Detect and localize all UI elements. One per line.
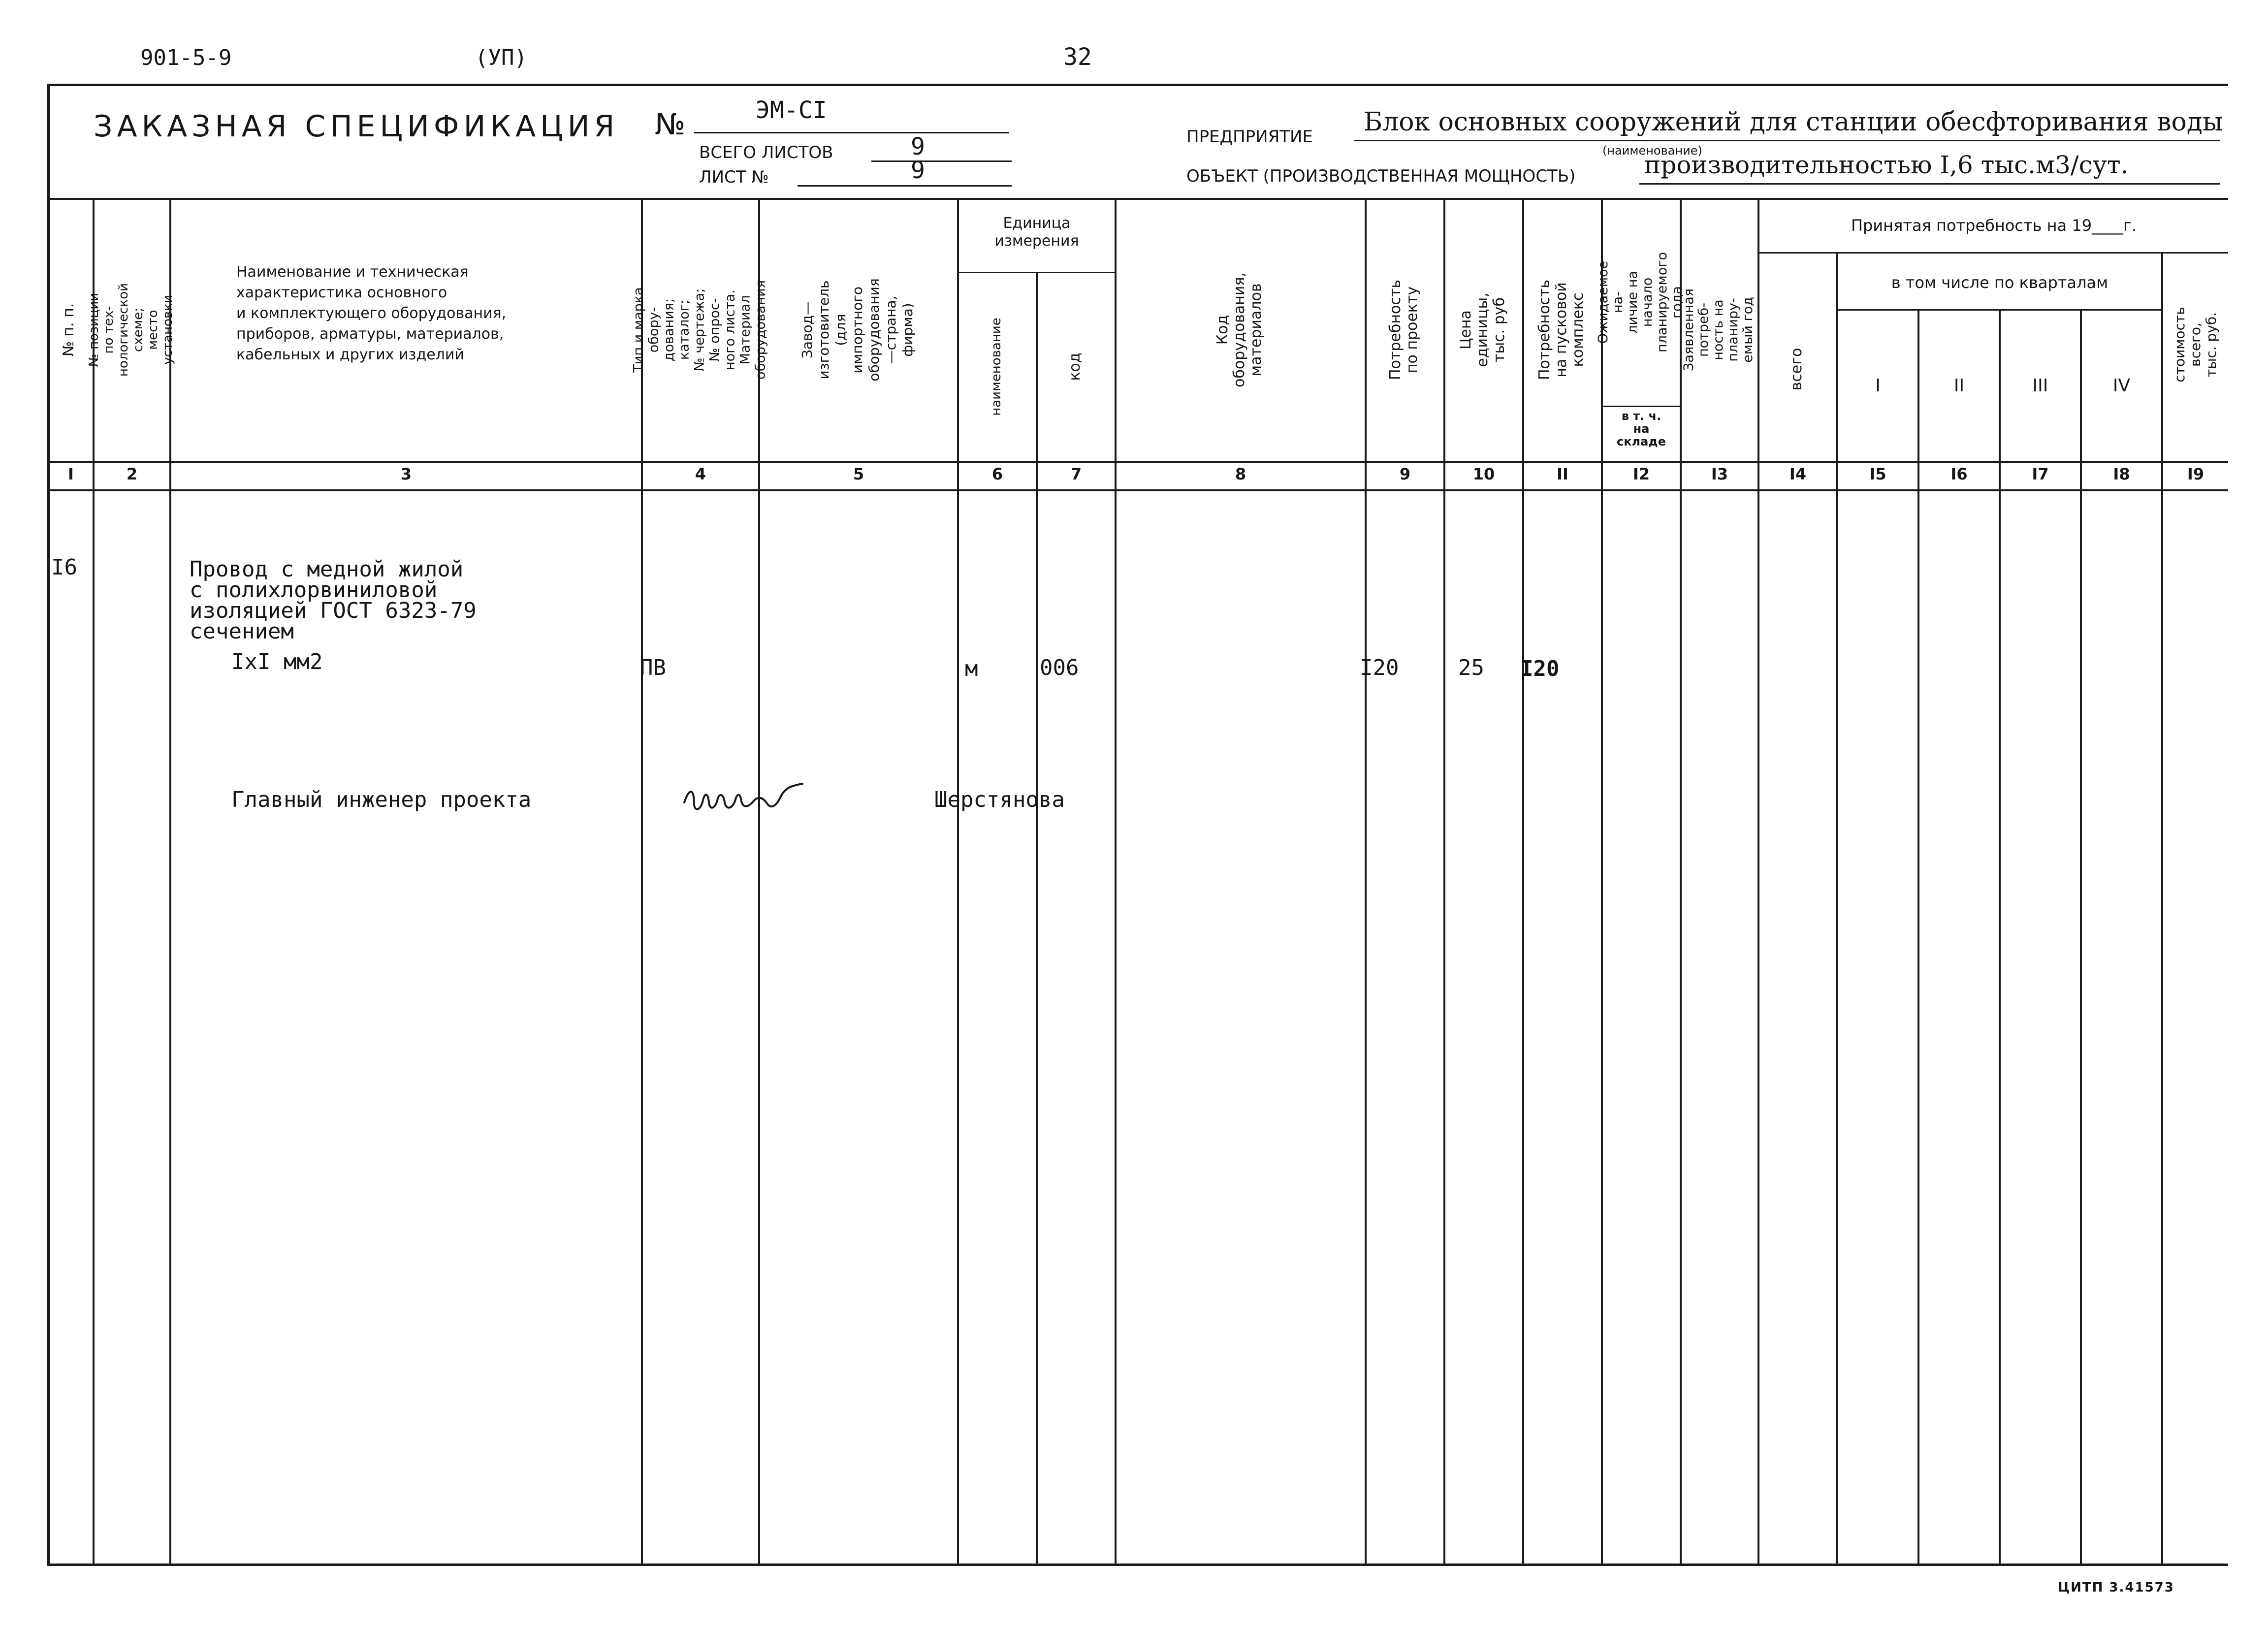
total-sheets-label: ВСЕГО ЛИСТОВ — [699, 143, 833, 162]
col-number-5: 5 — [853, 465, 864, 483]
table-header-top-line — [47, 198, 2228, 200]
col-line-18 — [2161, 252, 2163, 1564]
col-line-13 — [1757, 198, 1759, 1564]
album-label: (УП) — [475, 45, 527, 70]
col-line-16 — [1999, 309, 2001, 1564]
row-unit-price: 25 — [1458, 655, 1484, 680]
col-line-3 — [641, 198, 643, 1564]
col-line-12 — [1680, 198, 1682, 1564]
enterprise-label: ПРЕДПРИЯТИЕ — [1186, 127, 1313, 147]
col-numbers-top-line — [47, 461, 2228, 463]
page-number: 32 — [1063, 43, 1092, 71]
col-number-19: I9 — [2187, 465, 2204, 483]
col-line-2 — [169, 198, 171, 1564]
object-label: ОБЪЕКТ (ПРОИЗВОДСТВЕННАЯ МОЩНОСТЬ) — [1186, 166, 1576, 186]
row-project-need: I20 — [1360, 655, 1399, 680]
row-type: ПВ — [640, 655, 666, 680]
col-number-17: I7 — [2032, 465, 2049, 483]
row-number: I6 — [51, 555, 77, 580]
spec-number: ЭМ-СI — [756, 96, 827, 124]
header-launch-need: Потребность на пусковой комплекс — [1536, 279, 1587, 381]
header-unit-name: наименование — [989, 318, 1004, 416]
header-row-number: № п. п. — [60, 303, 77, 357]
col-number-12: I2 — [1632, 465, 1650, 483]
col-number-1: I — [68, 465, 74, 483]
col-number-18: I8 — [2113, 465, 2130, 483]
col-number-8: 8 — [1235, 465, 1246, 483]
signature-name: Шерстянова — [934, 787, 1065, 812]
row-section: IxI мм2 — [231, 649, 323, 674]
signature-role: Главный инженер проекта — [231, 787, 532, 812]
col-number-2: 2 — [126, 465, 138, 483]
row-unit-code: 006 — [1040, 655, 1079, 680]
total-sheets-value: 9 — [911, 133, 925, 160]
col-line-15 — [1917, 309, 1919, 1564]
row-unit: м — [965, 656, 978, 681]
col-number-6: 6 — [991, 465, 1003, 483]
col-number-14: I4 — [1789, 465, 1807, 483]
col-number-10: 10 — [1472, 465, 1495, 483]
col-line-10 — [1522, 198, 1524, 1564]
header-unit-price: Цена единицы, тыс. руб — [1457, 292, 1508, 367]
col-line-11 — [1601, 198, 1603, 1564]
header-project-need: Потребность по проекту — [1387, 279, 1421, 381]
col-line-8 — [1365, 198, 1367, 1564]
col-number-16: I6 — [1950, 465, 1968, 483]
header-quarters-group: в том числе по кварталам — [1891, 273, 2108, 292]
col-number-15: I5 — [1869, 465, 1886, 483]
frame-top-line — [47, 84, 2228, 86]
header-declared-need: Заявленная потреб- ность на планиру- емый год — [1681, 288, 1756, 371]
sheet-label: ЛИСТ № — [699, 167, 769, 187]
col-number-7: 7 — [1070, 465, 1082, 483]
header-total-cost: стоимость всего, тыс. руб. — [2172, 307, 2219, 383]
header-q4: IV — [2112, 376, 2131, 396]
sheet-underline — [798, 185, 1012, 187]
header-manufacturer: Завод—изготовитель (для импортного оборудования —страна, фирма) — [799, 278, 916, 382]
col-line-1 — [93, 198, 95, 1564]
header-position: № позиции по тех- нологической схеме; место установки — [87, 283, 175, 377]
header-q1: I — [1875, 376, 1881, 396]
signature-mark — [679, 773, 812, 827]
header-expected-stock: Ожидаемое на- личие на начало планируемого года — [1596, 252, 1685, 352]
footer-stamp: ЦИТП 3.41573 — [2058, 1580, 2174, 1595]
col-number-9: 9 — [1399, 465, 1411, 483]
row-launch-need: I20 — [1520, 656, 1560, 681]
frame-bottom-line — [47, 1564, 2228, 1566]
header-total: всего — [1788, 348, 1805, 391]
total-sheets-underline — [871, 160, 1012, 162]
sheet-value: 9 — [911, 157, 925, 184]
frame-left-line — [47, 84, 50, 1565]
col-line-17 — [2080, 309, 2082, 1564]
header-accepted-group: Принятая потребность на 19____г. — [1851, 216, 2137, 235]
col-line-4 — [758, 198, 760, 1564]
doc-number: 901-5-9 — [140, 45, 232, 70]
accepted-group-line — [1757, 252, 2228, 254]
enterprise-value: Блок основных сооружений для станции обесфторивания воды — [1364, 107, 2223, 137]
spec-number-underline — [694, 132, 1009, 133]
col-number-13: I3 — [1711, 465, 1728, 483]
col-number-11: II — [1557, 465, 1568, 483]
header-unit-group: Единица измерения — [994, 215, 1079, 250]
header-type-brand: Тип и марка обору- дования; каталог; № чертежа; № опрос- ного листа. Материал оборудования — [631, 280, 768, 380]
header-q2: II — [1953, 376, 1965, 396]
header-unit-code: код — [1066, 352, 1084, 381]
header-q3: III — [2032, 376, 2048, 396]
col-line-14 — [1836, 252, 1838, 1564]
col-line-7 — [1115, 198, 1117, 1564]
col-line-9 — [1443, 198, 1445, 1564]
object-value: производительностью I,6 тыс.м3/сут. — [1644, 151, 2129, 179]
col-number-4: 4 — [695, 465, 706, 483]
spec-no-label: № — [655, 107, 686, 142]
col-number-3: 3 — [400, 465, 412, 483]
header-equipment-code: Код оборудования, материалов — [1214, 272, 1265, 387]
col-line-5 — [957, 198, 959, 1564]
header-in-warehouse: в т. ч. на складе — [1617, 409, 1666, 448]
enterprise-underline — [1354, 140, 2220, 141]
row-item-name: Провод с медной жилой с полихлорвиниловой изоляцией ГОСТ 6323-79 сечением — [190, 557, 477, 644]
c12-subline — [1601, 406, 1680, 407]
object-underline — [1639, 183, 2220, 185]
col-numbers-bottom-line — [47, 489, 2228, 491]
enterprise-hint: (наименование) — [1602, 144, 1702, 158]
spec-title: ЗАКАЗНАЯ СПЕЦИФИКАЦИЯ — [94, 109, 619, 144]
header-name: Наименование и техническая характеристика основного и комплектующего оборудования, приборов, арматуры, материалов, кабельных и других изделий — [236, 263, 507, 363]
